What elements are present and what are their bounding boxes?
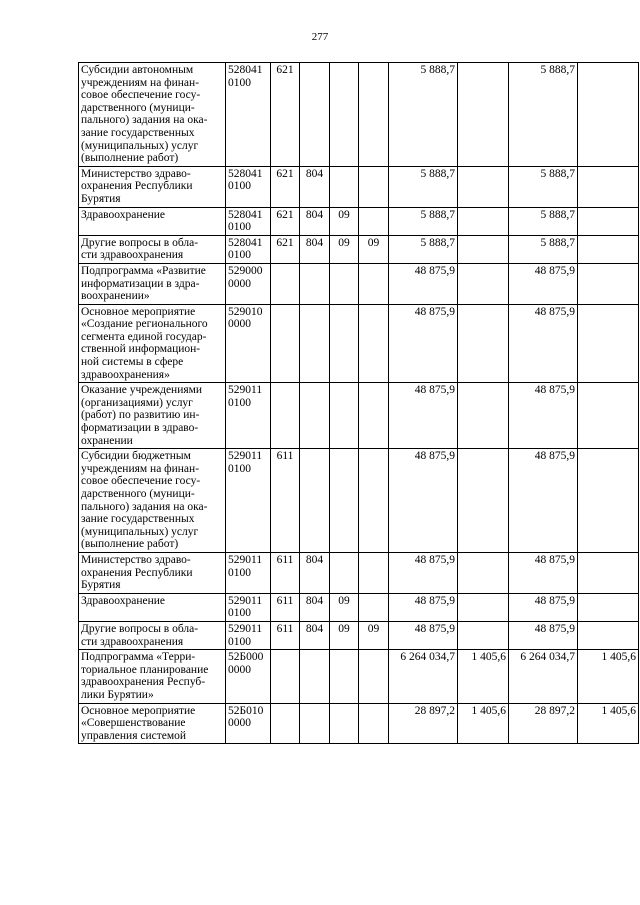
amount-federal [458,235,509,263]
ministry-code [300,449,330,553]
amount-federal: 1 405,6 [458,650,509,703]
amount-federal [458,166,509,207]
budget-table [78,62,639,744]
amount-federal-2 [578,166,639,207]
ministry-code: 804 [300,235,330,263]
ministry-code [300,703,330,744]
row-name: Субсидии бюджетным учреждениям на финан- совое обеспечение госу- дарственного (муници- пального) задания на ока- зание государственных (муниципальных) услуг (выполнение работ) [79,449,226,553]
amount-total: 5 888,7 [389,207,458,235]
amount-total-2: 5 888,7 [509,207,578,235]
expense-type [271,650,300,703]
expense-type: 611 [271,593,300,621]
ministry-code: 804 [300,207,330,235]
ministry-code [300,383,330,449]
expense-type: 611 [271,621,300,649]
row-name: Оказание учреждениями (организациями) услуг (работ) по развитию ин- форматизации в здраво- охранении [79,383,226,449]
expense-type [271,263,300,304]
amount-total-2: 5 888,7 [509,235,578,263]
amount-total: 28 897,2 [389,703,458,744]
amount-total-2: 5 888,7 [509,166,578,207]
subsection-code [359,449,389,553]
amount-total: 5 888,7 [389,235,458,263]
amount-total-2: 48 875,9 [509,263,578,304]
expense-type: 621 [271,166,300,207]
amount-federal-2 [578,235,639,263]
row-name: Другие вопросы в обла- сти здравоохранения [79,621,226,649]
section-code [330,263,359,304]
amount-total: 5 888,7 [389,166,458,207]
amount-federal-2 [578,621,639,649]
section-code: 09 [330,593,359,621]
amount-federal-2: 1 405,6 [578,650,639,703]
amount-total-2: 48 875,9 [509,621,578,649]
amount-total-2: 48 875,9 [509,593,578,621]
ministry-code: 804 [300,552,330,593]
table-row [79,207,639,235]
section-code [330,304,359,383]
amount-total-2: 5 888,7 [509,63,578,167]
target-code: 529010 0000 [226,304,271,383]
expense-type [271,703,300,744]
row-name: Основное мероприятие «Создание регионального сегмента единой государ- ственной информацион- ной системы в сфере здравоохранения» [79,304,226,383]
subsection-code: 09 [359,621,389,649]
ministry-code: 804 [300,166,330,207]
subsection-code [359,703,389,744]
expense-type: 611 [271,449,300,553]
section-code [330,449,359,553]
section-code [330,703,359,744]
table-row [79,166,639,207]
budget-table-body [79,63,639,744]
table-row [79,552,639,593]
amount-federal: 1 405,6 [458,703,509,744]
amount-federal [458,593,509,621]
subsection-code: 09 [359,235,389,263]
target-code: 52Б010 0000 [226,703,271,744]
page-number: 277 [311,31,329,43]
amount-total-2: 48 875,9 [509,552,578,593]
amount-total: 48 875,9 [389,593,458,621]
target-code: 529011 0100 [226,593,271,621]
amount-federal-2 [578,63,639,167]
section-code [330,63,359,167]
table-row [79,63,639,167]
table-row [79,235,639,263]
table-row [79,593,639,621]
section-code [330,552,359,593]
target-code: 528041 0100 [226,207,271,235]
subsection-code [359,207,389,235]
expense-type [271,304,300,383]
amount-federal-2 [578,449,639,553]
table-row [79,449,639,553]
expense-type: 621 [271,207,300,235]
ministry-code: 804 [300,621,330,649]
amount-total: 48 875,9 [389,263,458,304]
amount-total: 48 875,9 [389,621,458,649]
amount-federal-2: 1 405,6 [578,703,639,744]
expense-type [271,383,300,449]
amount-total: 48 875,9 [389,304,458,383]
target-code: 529011 0100 [226,449,271,553]
section-code [330,166,359,207]
row-name: Подпрограмма «Терри- ториальное планирование здравоохранения Респуб- лики Бурятии» [79,650,226,703]
row-name: Субсидии автономным учреждениям на финан- совое обеспечение госу- дарственного (муници- пального) задания на ока- зание государственных (муниципальных) услуг (выполнение работ) [79,63,226,167]
amount-total: 48 875,9 [389,552,458,593]
target-code: 528041 0100 [226,166,271,207]
amount-federal [458,304,509,383]
target-code: 529000 0000 [226,263,271,304]
section-code: 09 [330,235,359,263]
target-code: 529011 0100 [226,621,271,649]
amount-total-2: 6 264 034,7 [509,650,578,703]
amount-federal-2 [578,304,639,383]
ministry-code [300,304,330,383]
section-code: 09 [330,207,359,235]
subsection-code [359,593,389,621]
amount-federal-2 [578,383,639,449]
amount-total: 48 875,9 [389,383,458,449]
amount-federal-2 [578,207,639,235]
table-row [79,650,639,703]
row-name: Основное мероприятие «Совершенствование управления системой [79,703,226,744]
subsection-code [359,304,389,383]
ministry-code [300,263,330,304]
row-name: Другие вопросы в обла- сти здравоохранения [79,235,226,263]
row-name: Подпрограмма «Развитие информатизации в здра- воохранении» [79,263,226,304]
amount-federal [458,449,509,553]
amount-federal [458,207,509,235]
table-row [79,304,639,383]
table-row [79,383,639,449]
target-code: 528041 0100 [226,63,271,167]
section-code [330,383,359,449]
amount-total: 6 264 034,7 [389,650,458,703]
amount-federal [458,63,509,167]
section-code: 09 [330,621,359,649]
amount-federal [458,621,509,649]
amount-federal [458,263,509,304]
section-code [330,650,359,703]
amount-federal-2 [578,263,639,304]
expense-type: 621 [271,63,300,167]
target-code: 528041 0100 [226,235,271,263]
row-name: Здравоохранение [79,593,226,621]
subsection-code [359,166,389,207]
amount-total-2: 48 875,9 [509,383,578,449]
amount-federal-2 [578,552,639,593]
table-row [79,263,639,304]
expense-type: 621 [271,235,300,263]
amount-total: 48 875,9 [389,449,458,553]
amount-total-2: 28 897,2 [509,703,578,744]
amount-federal [458,383,509,449]
table-row [79,621,639,649]
ministry-code [300,63,330,167]
target-code: 529011 0100 [226,552,271,593]
subsection-code [359,263,389,304]
row-name: Министерство здраво- охранения Республики Бурятия [79,552,226,593]
amount-total-2: 48 875,9 [509,304,578,383]
ministry-code: 804 [300,593,330,621]
target-code: 52Б000 0000 [226,650,271,703]
row-name: Здравоохранение [79,207,226,235]
subsection-code [359,383,389,449]
subsection-code [359,650,389,703]
target-code: 529011 0100 [226,383,271,449]
amount-total-2: 48 875,9 [509,449,578,553]
expense-type: 611 [271,552,300,593]
amount-federal-2 [578,593,639,621]
table-row [79,703,639,744]
ministry-code [300,650,330,703]
amount-total: 5 888,7 [389,63,458,167]
amount-federal [458,552,509,593]
subsection-code [359,552,389,593]
subsection-code [359,63,389,167]
row-name: Министерство здраво- охранения Республики Бурятия [79,166,226,207]
